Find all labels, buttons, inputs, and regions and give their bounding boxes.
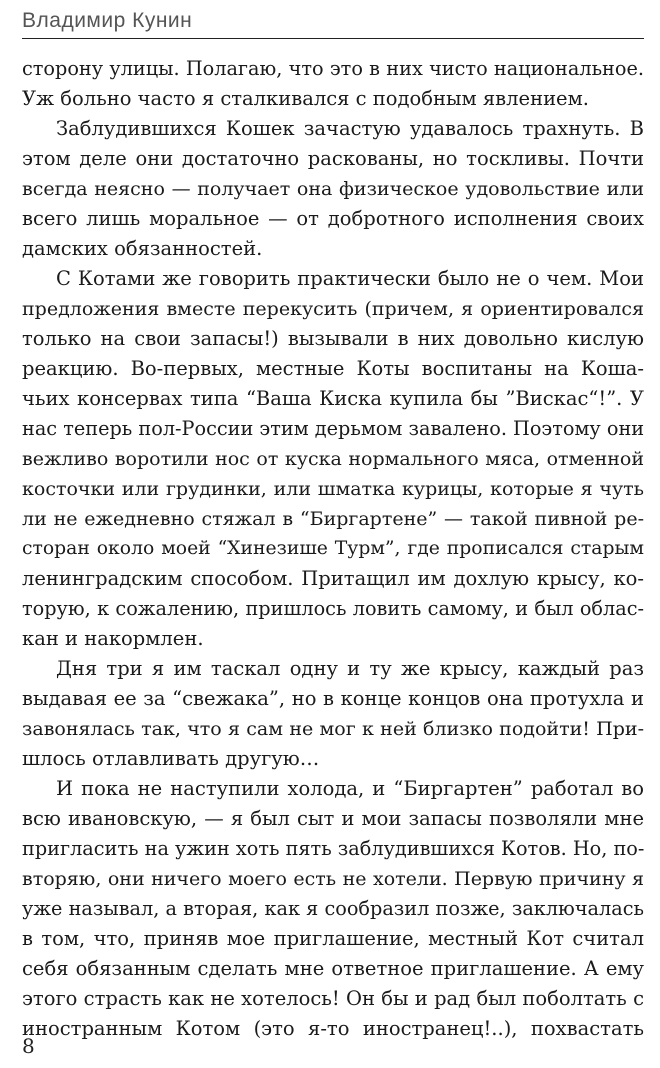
text-line: И пока не наступили холода, и “Биргартен” работал во [56,777,644,800]
text-line: ленинградским способом. Притащил им дохлую крысу, ко- [22,567,644,590]
text-line: в том, что, приняв мое приглашение, местный Кот считал [22,927,644,950]
text-line: Уж больно часто я сталкивался с подобным явлением. [22,87,589,110]
text-line: уже называл, а вторая, как я сообразил позже, заключалась [22,897,644,920]
text-line: всего лишь моральное — от добротного исполнения своих [22,207,644,230]
header-rule [22,38,644,39]
running-head: Владимир Кунин [22,9,193,32]
text-line: сторан около моей “Хинезише Турм”, где прописался старым [22,538,644,559]
text-line: вторяю, они ничего моего есть не хотели. Первую причину я [22,868,644,890]
text-line: вежливо воротили нос от куска нормального мяса, отменной [22,448,644,470]
text-line: косточки или грудинки, или шматка курицы, которые я чуть [22,478,644,500]
text-line: сторону улицы. Полагаю, что это в них чисто национальное. [22,57,644,80]
text-line: чьих консервах типа “Ваша Киска купила бы ”Вискас“!”. У [22,387,644,410]
text-line: реакцию. Во-первых, местные Коты воспитаны на Коша- [22,357,644,380]
text-line: нас теперь пол-России этим дерьмом завалено. Поэтому они [22,417,644,440]
text-line: Дня три я им таскал одну и ту же крысу, каждый раз [56,657,644,680]
text-line: дамских обязанностей. [22,237,263,260]
text-line: пригласить на ужин хоть пять заблудившихся Котов. Но, по- [22,837,644,860]
text-line: всегда неясно — получает она физическое удовольствие или [22,178,644,200]
text-line: всю ивановскую, — я был сыт и мои запасы позволяли мне [22,807,644,830]
text-line: предложения вместе перекусить (причем, я ориентировался [22,298,644,320]
body-text [22,54,644,1044]
text-line: завонялась так, что я сам не мог к ней близко подойти! При- [22,718,644,740]
text-line: торую, к сожалению, пришлось ловить самому, и был облас- [22,597,644,620]
page-number: 8 [22,1034,35,1058]
text-line: этом деле они достаточно раскованы, но тоскливы. Почти [22,147,644,170]
text-line: ли не ежедневно стяжал в “Биргартене” — такой пивной ре- [22,508,644,530]
text-line: этого страсть как не хотелось! Он бы и рад был поболтать с [22,987,644,1010]
text-line: иностранным Котом (это я-то иностранец!..), похвастать [22,1017,644,1040]
text-line: шлось отлавливать другую… [22,747,320,770]
text-line: только на свои запасы!) вызывали в них довольно кислую [22,327,644,350]
text-line: С Котами же говорить практически было не о чем. Мои [56,267,644,290]
text-line: Заблудившихся Кошек зачастую удавалось трахнуть. В [56,117,644,140]
text-line: кан и накормлен. [22,627,204,650]
text-line: выдавая ее за “свежака”, но в конце концов она протухла и [22,687,644,710]
text-line: себя обязанным сделать мне ответное приглашение. А ему [22,957,644,980]
